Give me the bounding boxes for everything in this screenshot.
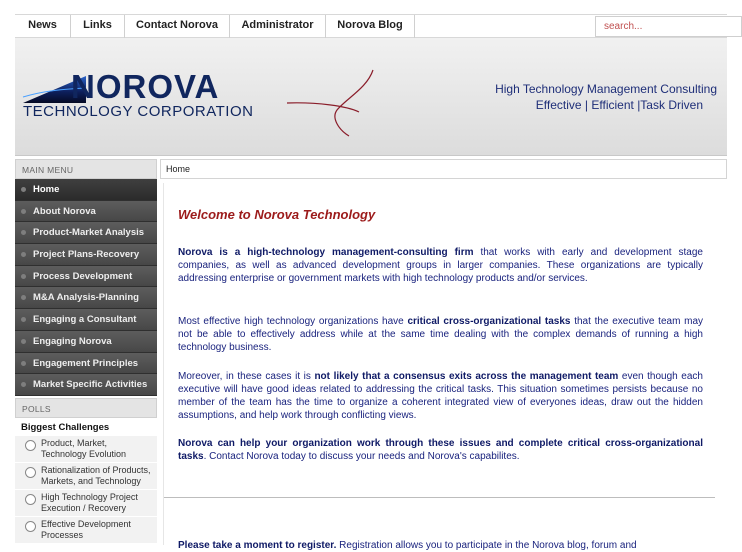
menu-item-label: Engaging a Consultant <box>33 314 137 326</box>
menu-item-label: Market Specific Activities <box>33 379 148 391</box>
menu-item-engaging-norova[interactable] <box>15 331 157 353</box>
nav-links[interactable]: Links <box>71 15 125 38</box>
help-text: . Contact Norova today to discuss your needs and Norova's capabilites. <box>203 451 520 462</box>
menu-item-label: About Norova <box>33 205 96 217</box>
bullet-icon <box>21 230 26 235</box>
nav-contact-norova[interactable]: Contact Norova <box>125 15 230 38</box>
main-content <box>163 183 727 551</box>
nav-norova-blog[interactable]: Norova Blog <box>326 15 415 38</box>
intro-text: that works with early and development stage companies, as well as advanced development groups in larger companies. These organizations are typically addressing enterprise or government markets with high technology products and/or services. <box>178 247 703 284</box>
top-navigation <box>15 14 727 38</box>
bullet-icon <box>21 295 26 300</box>
help-paragraph <box>178 437 703 463</box>
tasks-bold: critical cross-organizational tasks <box>407 316 571 327</box>
consensus-text-b: even though each executive will have good ideas related to addressing the critical tasks. This situation sometimes persists because no member of the team has the time to organize a coherent integrated view of everyones ideas, draw out the hidden assumptions, and help work through conflicting views. <box>178 371 703 421</box>
bullet-icon <box>21 252 26 257</box>
poll-question: Biggest Challenges <box>21 421 110 433</box>
tasks-paragraph <box>178 315 703 354</box>
help-bold: Norova can help your organization work through these issues and complete critical cross-organizational tasks <box>178 438 703 462</box>
polls-heading: POLLS <box>15 398 157 418</box>
tasks-text-a: Most effective high technology organizations have <box>178 316 408 327</box>
bullet-icon <box>21 382 26 387</box>
poll-option[interactable] <box>15 436 157 463</box>
poll-option-label: Effective Development Processes <box>41 518 131 540</box>
swoosh-graphic-icon <box>287 68 397 148</box>
breadcrumb <box>160 159 727 179</box>
bullet-icon <box>21 339 26 344</box>
radio-button[interactable] <box>25 440 36 451</box>
nav-administrator[interactable]: Administrator <box>230 15 326 38</box>
radio-button[interactable] <box>25 521 36 532</box>
logo-subtitle: TECHNOLOGY CORPORATION <box>23 103 254 120</box>
menu-item-market-specific-activities[interactable] <box>15 374 157 396</box>
tasks-text-b: that the executive team may not be able to effectively address while at the same time dealing with the complex demands of running a high technology business. <box>178 316 704 353</box>
main-menu-heading: MAIN MENU <box>15 159 157 179</box>
intro-bold: Norova is a high-technology management-consulting firm <box>178 247 474 258</box>
menu-item-label: Project Plans-Recovery <box>33 249 140 261</box>
intro-paragraph <box>178 246 703 285</box>
menu-item-label: Home <box>33 184 60 195</box>
bullet-icon <box>21 361 26 366</box>
breadcrumb-home[interactable]: Home <box>166 164 191 174</box>
poll-option-label: High Technology Project Execution / Recovery <box>41 491 138 513</box>
consensus-paragraph <box>178 370 703 422</box>
menu-item-label: Engagement Principles <box>33 357 139 369</box>
register-text: Registration allows you to participate in the Norova blog, forum and <box>336 540 637 551</box>
bullet-icon <box>21 187 26 192</box>
poll-option[interactable] <box>15 517 157 544</box>
poll-option-label: Product, Market, Technology Evolution <box>41 437 127 459</box>
menu-item-label: Engaging Norova <box>33 335 112 347</box>
poll-option[interactable] <box>15 490 157 517</box>
banner-tagline-primary: High Technology Management Consulting <box>495 82 717 96</box>
menu-item-about-norova[interactable] <box>15 201 157 223</box>
sidebar <box>15 159 157 545</box>
bullet-icon <box>21 317 26 322</box>
poll-option[interactable] <box>15 463 157 490</box>
banner-tagline-secondary: Effective | Efficient |Task Driven <box>535 98 703 112</box>
menu-item-engagement-principles[interactable] <box>15 353 157 375</box>
menu-item-home[interactable] <box>15 179 157 201</box>
logo-wordmark: NOROVA <box>71 68 220 105</box>
menu-item-process-development[interactable] <box>15 266 157 288</box>
register-paragraph <box>178 539 703 552</box>
content-divider <box>164 497 715 498</box>
menu-item-product-market-analysis[interactable] <box>15 222 157 244</box>
menu-item-ma-analysis-planning[interactable] <box>15 287 157 309</box>
radio-button[interactable] <box>25 467 36 478</box>
nav-news[interactable]: News <box>15 15 71 38</box>
menu-item-engaging-a-consultant[interactable] <box>15 309 157 331</box>
register-bold[interactable]: Please take a moment to register. <box>178 540 337 551</box>
bullet-icon <box>21 209 26 214</box>
consensus-bold: not likely that a consensus exits across the management team <box>314 371 619 382</box>
consensus-text-a: Moreover, in these cases it is <box>178 371 315 382</box>
menu-item-label: Product-Market Analysis <box>33 227 145 239</box>
menu-item-project-plans-recovery[interactable] <box>15 244 157 266</box>
menu-item-label: M&A Analysis-Planning <box>33 292 139 304</box>
menu-item-label: Process Development <box>33 270 133 282</box>
search-input[interactable]: search... <box>595 16 742 37</box>
poll-option-label: Rationalization of Products, Markets, and Technology <box>41 464 151 486</box>
bullet-icon <box>21 274 26 279</box>
header-banner <box>15 38 727 156</box>
radio-button[interactable] <box>25 494 36 505</box>
page-title: Welcome to Norova Technology <box>178 207 376 222</box>
